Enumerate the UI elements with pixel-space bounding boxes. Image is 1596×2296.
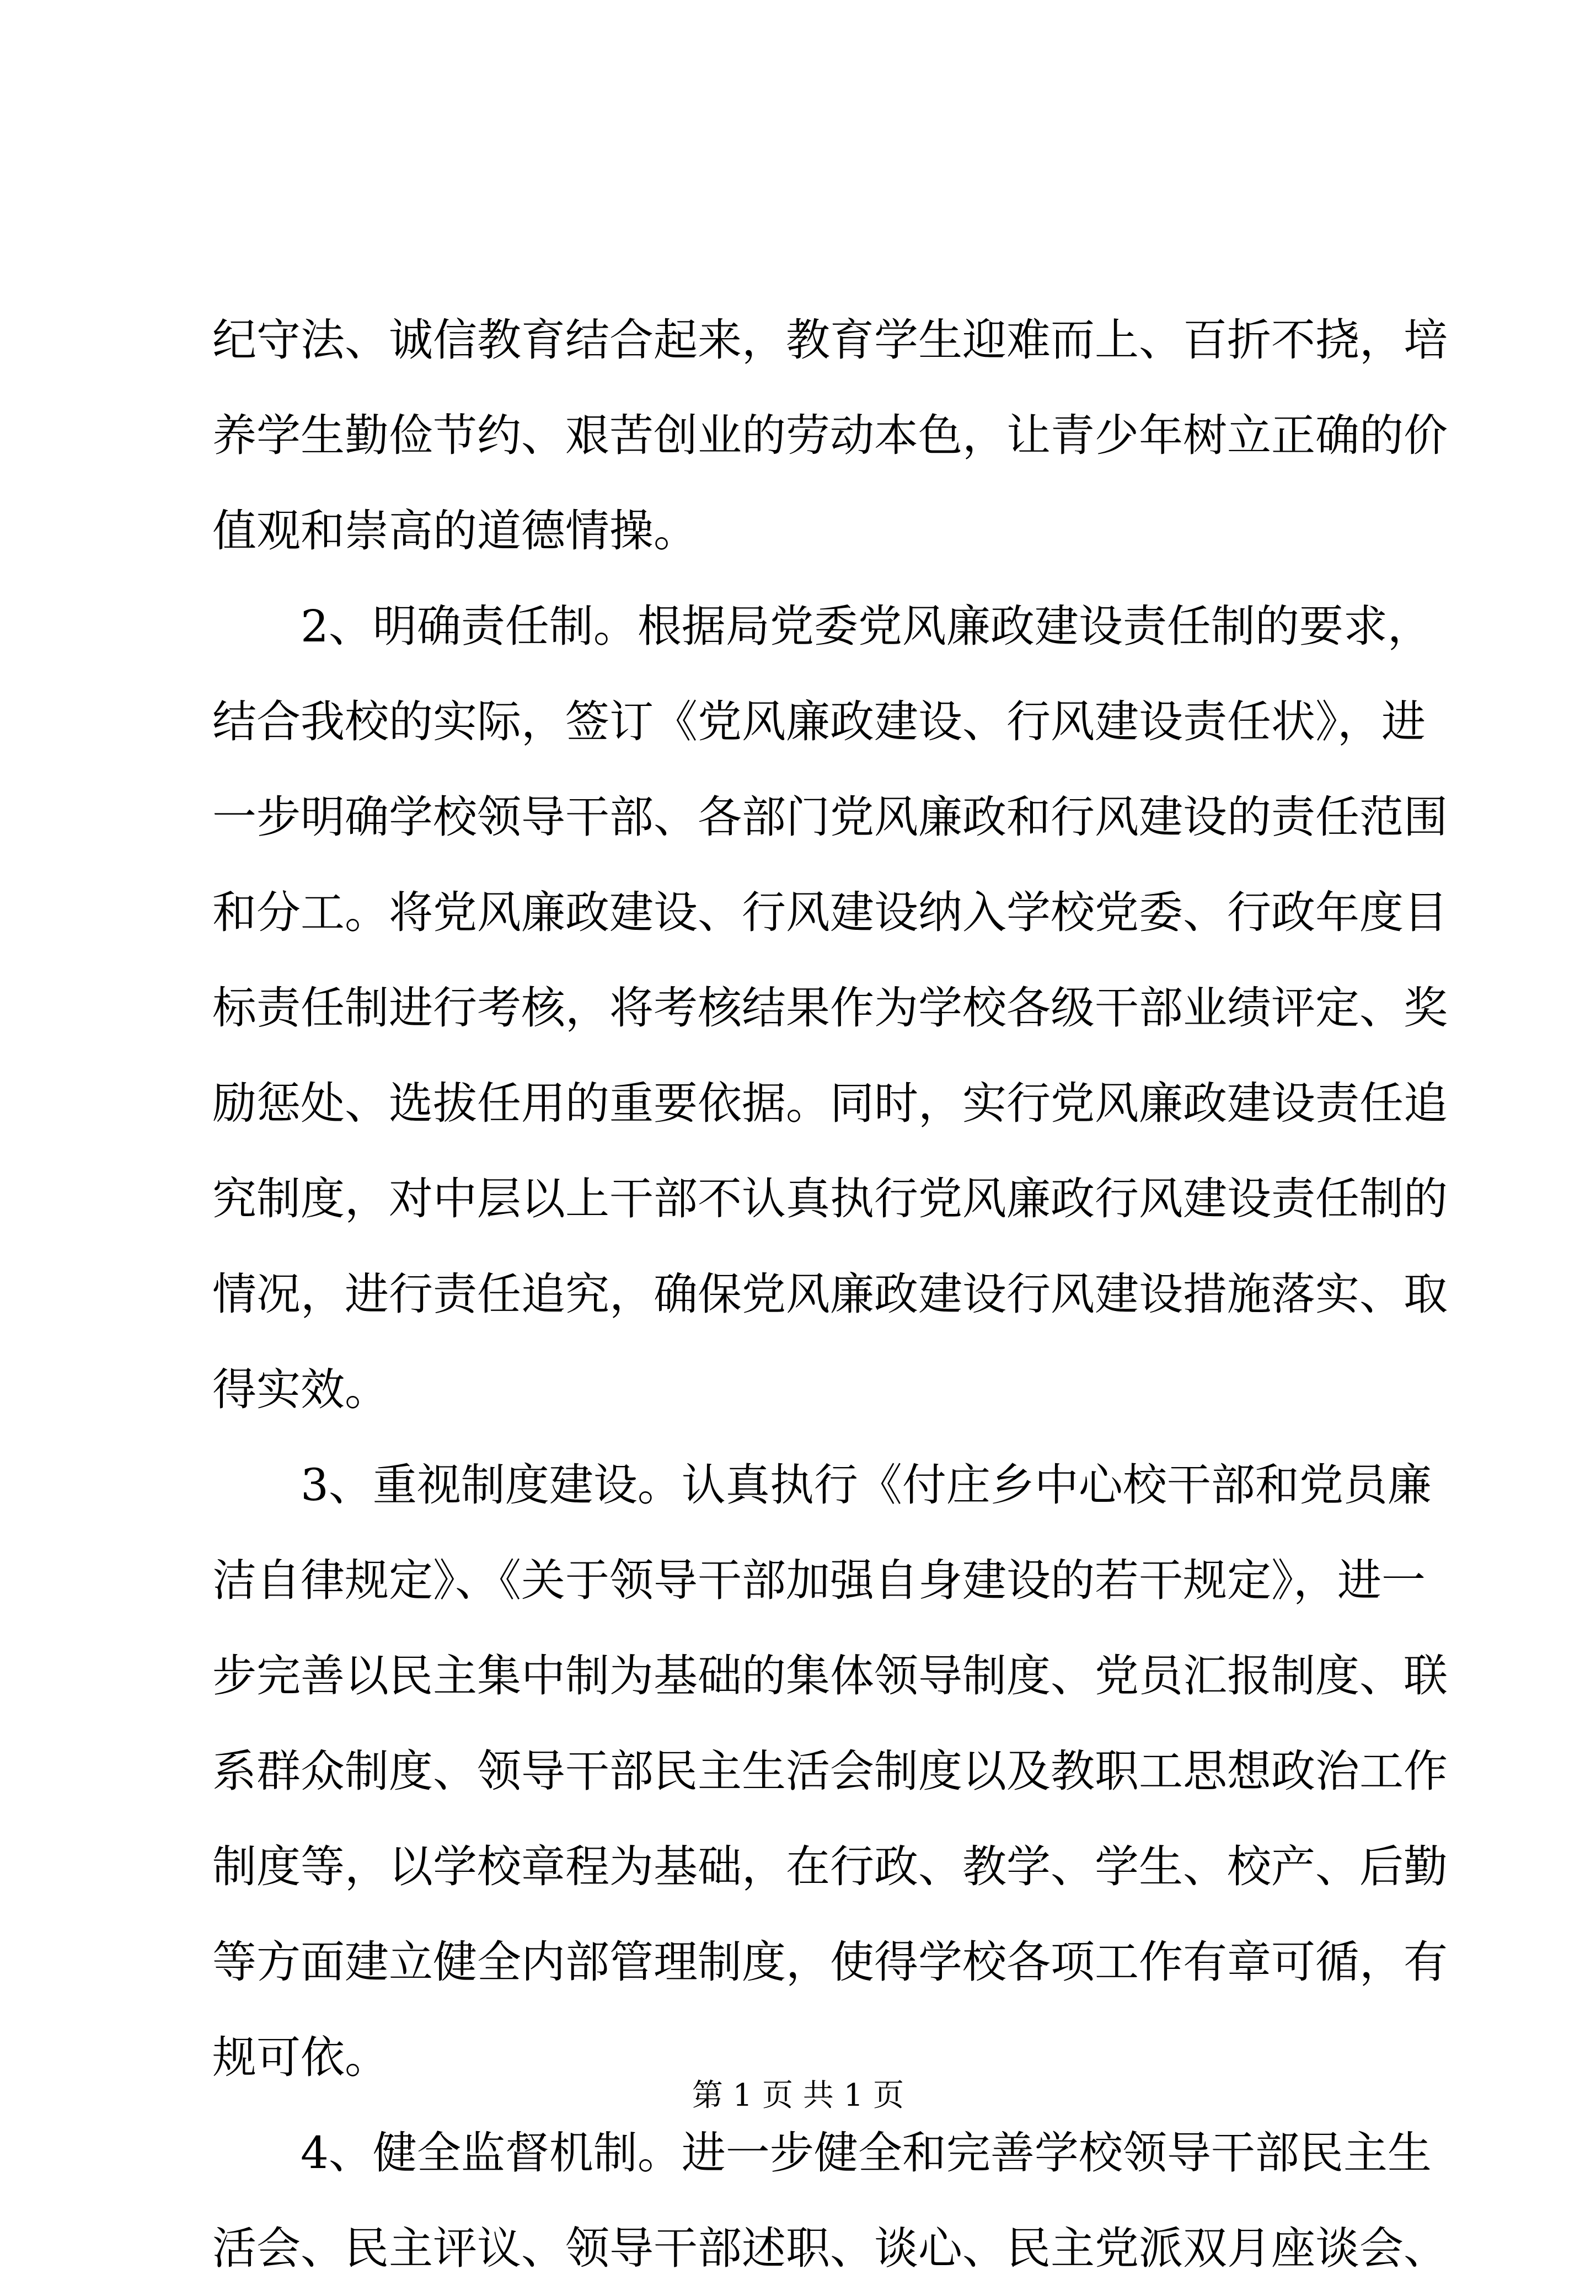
text-line: 2、明确责任制。根据局党委党风廉政建设责任制的要求， [301,601,1432,652]
text-line: 纪守法、诚信教育结合起来，教育学生迎难而上、百折不挠，培 [212,314,1448,366]
text-line: 值观和崇高的道德情操。 [212,505,698,556]
text-line: 洁自律规定》、《关于领导干部加强自身建设的若干规定》，进一 [212,1555,1426,1606]
text-line: 系群众制度、领导干部民主生活会制度以及教职工思想政治工作 [212,1746,1448,1797]
text-line: 活会、民主评议、领导干部述职、谈心、民主党派双月座谈会、 [212,2223,1448,2274]
text-line: 和分工。将党风廉政建设、行风建设纳入学校党委、行政年度目 [212,887,1448,938]
paragraph-1 [212,292,1448,579]
text-line: 情况，进行责任追究，确保党风廉政建设行风建设措施落实、取 [212,1269,1448,1320]
text-line: 3、重视制度建设。认真执行《付庄乡中心校干部和党员廉 [301,1459,1432,1511]
text-line: 养学生勤俭节约、艰苦创业的劳动本色，让青少年树立正确的价 [212,410,1448,461]
text-line: 结合我校的实际，签订《党风廉政建设、行风建设责任状》，进 [212,696,1426,747]
text-line: 制度等，以学校章程为基础，在行政、教学、学生、校产、后勤 [212,1841,1448,1892]
text-line: 得实效。 [212,1364,389,1415]
text-line: 4、健全监督机制。进一步健全和完善学校领导干部民主生 [301,2127,1432,2179]
text-line: 步完善以民主集中制为基础的集体领导制度、党员汇报制度、联 [212,1650,1448,1701]
page-footer: 第 1 页 共 1 页 [692,2078,904,2113]
text-line: 究制度，对中层以上干部不认真执行党风廉政行风建设责任制的 [212,1173,1448,1224]
paragraph-3 [212,1437,1448,2105]
document-body [212,292,1448,2296]
paragraph-2 [212,579,1448,1437]
text-line: 等方面建立健全内部管理制度，使得学校各项工作有章可循，有 [212,1936,1448,1988]
text-line: 励惩处、选拔任用的重要依据。同时，实行党风廉政建设责任追 [212,1078,1448,1129]
paragraph-4 [212,2105,1448,2296]
text-line: 标责任制进行考核，将考核结果作为学校各级干部业绩评定、奖 [212,982,1448,1034]
text-line: 一步明确学校领导干部、各部门党风廉政和行风建设的责任范围 [212,791,1448,843]
text-line: 规可依。 [212,2032,389,2083]
